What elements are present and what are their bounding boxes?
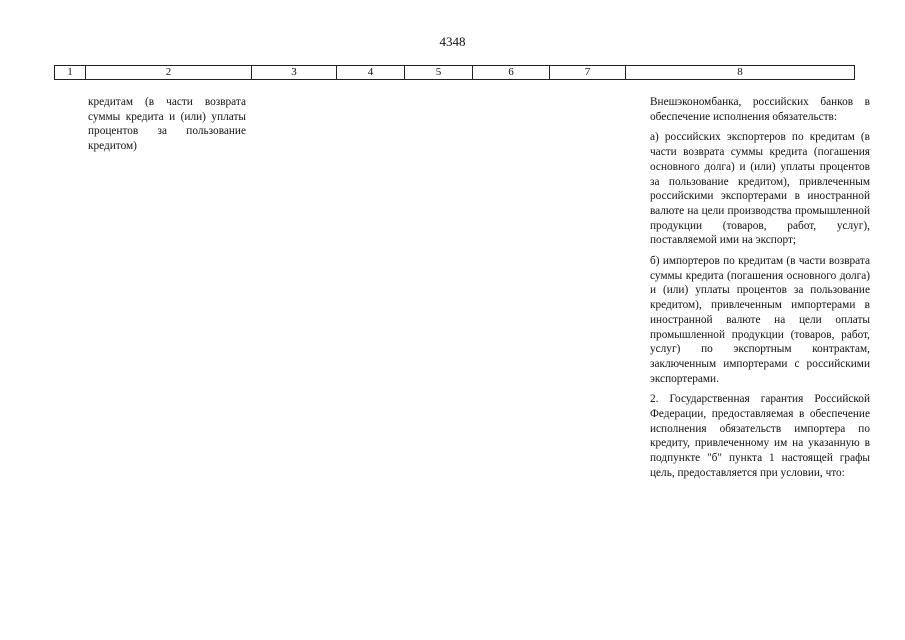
column-number-1: 1 xyxy=(55,66,86,80)
column-header-table xyxy=(54,65,855,80)
column-number-2: 2 xyxy=(86,66,252,80)
column-number-7: 7 xyxy=(550,66,626,80)
column-number-6: 6 xyxy=(473,66,550,80)
page-number: 4348 xyxy=(439,34,466,49)
column-number-4: 4 xyxy=(337,66,405,80)
column-8-text xyxy=(650,95,870,487)
column-header-row xyxy=(55,66,855,80)
column-2-text: кредитам (в части возврата суммы кредита и (или) уплаты процентов за пользование кредитом) xyxy=(88,96,246,153)
column-number-5: 5 xyxy=(405,66,473,80)
column-8-paragraph: б) импортеров по кредитам (в части возврата суммы кредита (погашения основного долга) и (или) уплаты процентов за пользование кредитом), привлеченным импортерами в иностранной валюте на цели оплаты промышленной продукции (товаров, работ, услуг) по экспортным контрактам, заключенным импортерами с российскими экспортерами. xyxy=(650,255,870,385)
column-8-paragraph: 2. Государственная гарантия Российской Федерации, предоставляемая в обеспечение исполнения обязательств импортера по кредиту, привлеченному им на указанную в подпункте "б" пункта 1 настоящей графы цель, предоставляется при условии, что: xyxy=(650,393,870,479)
column-number-3: 3 xyxy=(252,66,337,80)
column-8-paragraph: а) российских экспортеров по кредитам (в части возврата суммы кредита (погашения основного долга) и (или) уплаты процентов за пользование кредитом), привлеченным российскими экспортерами в иностранной валюте на цели производства промышленной продукции (товаров, работ, услуг), поставляемой ими на экспорт; xyxy=(650,131,870,247)
column-number-8: 8 xyxy=(626,66,855,80)
column-8-paragraph: Внешэкономбанка, российских банков в обеспечение исполнения обязательств: xyxy=(650,96,870,123)
